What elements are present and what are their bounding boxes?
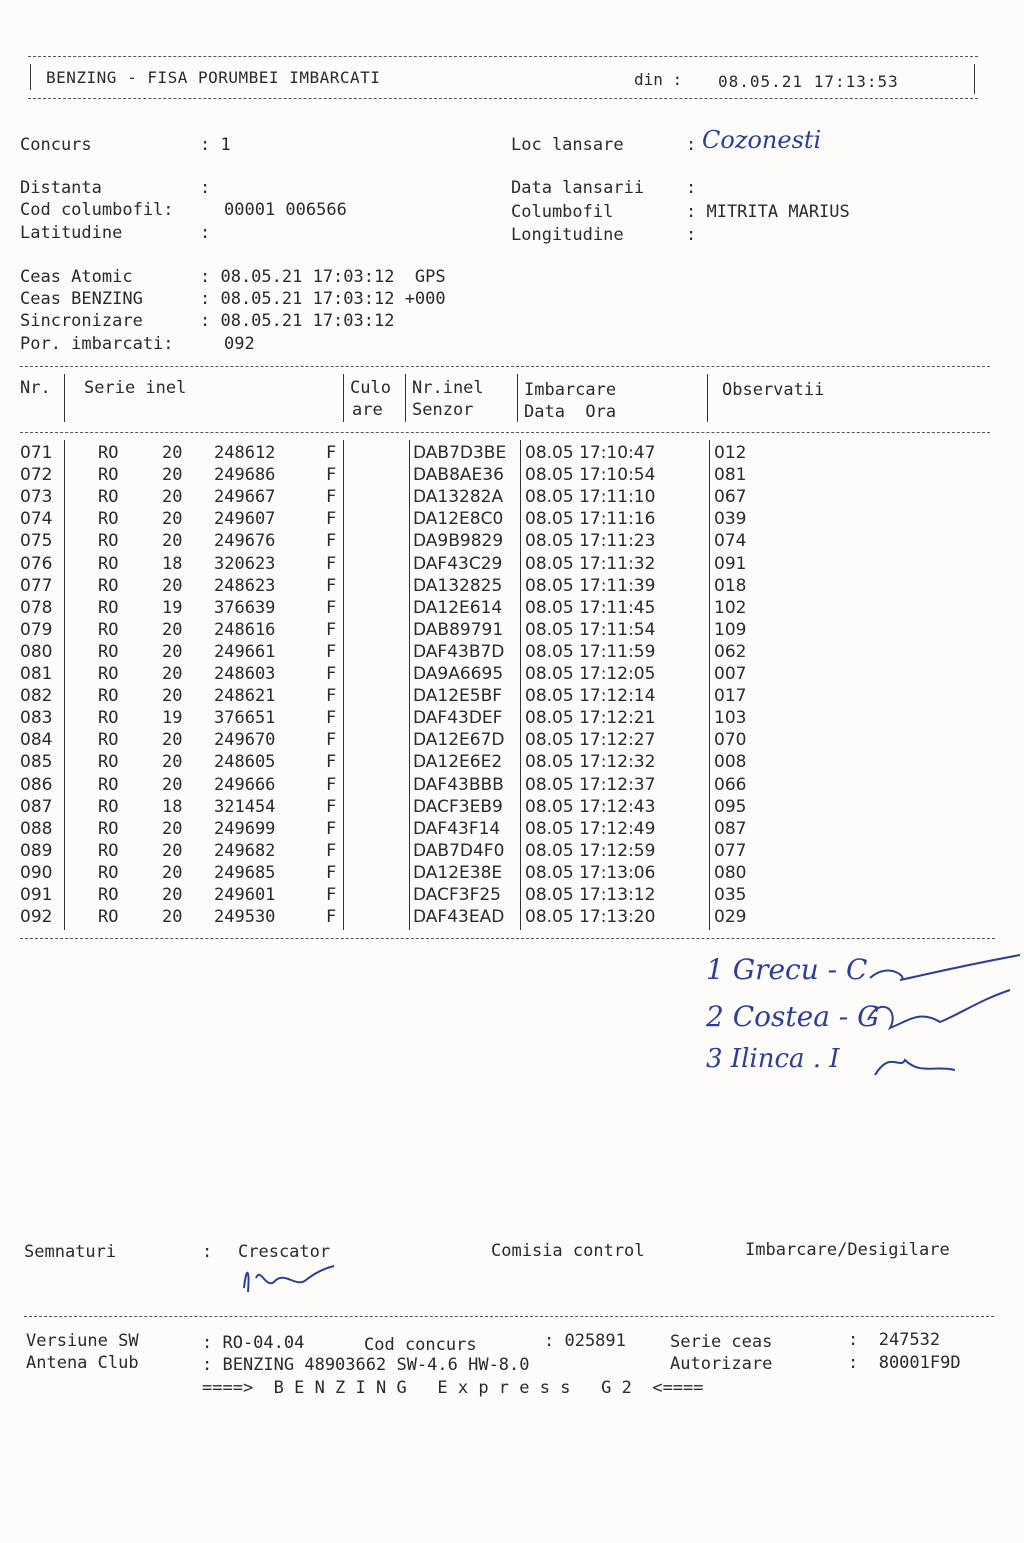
cell-year: 18 [162,796,183,817]
cell-senzor: DA12E67D [413,730,505,751]
table-row [0,907,1024,929]
cell-year: 20 [162,465,183,486]
serie-ceas-label: Serie ceas [670,1332,773,1352]
table-row [0,620,1024,642]
cell-nr: 074 [20,509,53,530]
cell-sex: F [326,619,337,640]
cell-senzor: DAF43F14 [413,818,501,839]
table-row [0,509,1024,531]
header-top-rule [28,56,978,57]
versiune-label: Versiune SW [26,1331,139,1351]
por-label: Por. imbarcati: [20,334,174,354]
cell-senzor: DA12E6E2 [413,752,503,773]
cell-country: RO [98,619,119,640]
cell-senzor: DAF43B7D [413,641,505,662]
cell-nr: 078 [20,597,53,618]
cell-senzor: DAF43BBB [413,774,504,795]
cell-year: 20 [162,752,183,773]
cell-observatii: 074 [714,531,747,552]
cell-observatii: 017 [714,686,747,707]
cell-number: 249670 [214,730,276,751]
cell-country: RO [98,465,119,486]
loc-value-handwritten: Cozonesti [702,126,822,154]
cell-year: 20 [162,730,183,751]
cell-data-ora: 08.05 17:12:14 [525,686,656,707]
cell-observatii: 012 [714,443,747,463]
cell-senzor: DA132825 [413,575,503,596]
cell-data-ora: 08.05 17:12:43 [525,796,656,817]
cell-number: 376639 [214,597,276,618]
cell-year: 20 [162,531,183,552]
cell-country: RO [98,686,119,707]
concurs-value: : 1 [200,135,231,155]
por-value: 092 [224,334,255,354]
serie-ceas-value: : 247532 [848,1330,941,1350]
cell-year: 20 [162,907,183,928]
cell-observatii: 067 [714,487,747,508]
table-row [0,554,1024,576]
cell-nr: 087 [20,796,53,817]
loc-colon: : [686,135,697,155]
cell-nr: 086 [20,774,53,795]
crescator-signature [236,1258,336,1298]
distanta-label: Distanta [20,178,102,198]
cell-observatii: 062 [714,641,747,662]
cell-year: 20 [162,443,183,463]
ceas-benzing-value: : 08.05.21 17:03:12 +000 [200,289,446,309]
table-row [0,576,1024,598]
cell-number: 248612 [214,443,276,463]
cell-observatii: 091 [714,553,747,574]
cell-observatii: 035 [714,885,747,905]
cell-data-ora: 08.05 17:11:59 [525,641,656,662]
cell-country: RO [98,509,119,530]
longitudine-value: : [686,225,697,245]
cell-sex: F [326,730,337,751]
table-row [0,531,1024,553]
cell-country: RO [98,443,119,463]
antena-value: : BENZING 48903662 SW-4.6 HW-8.0 [202,1355,530,1375]
cell-nr: 073 [20,487,53,508]
cod-concurs-value: : 025891 [544,1331,626,1351]
col-header-observatii: Observatii [722,380,825,400]
cell-data-ora: 08.05 17:10:54 [525,465,656,486]
cell-year: 19 [162,708,183,729]
table-row [0,443,1024,465]
cell-country: RO [98,553,119,574]
table-row [0,708,1024,730]
cell-senzor: DA12E38E [413,862,503,883]
data-lansarii-label: Data lansarii [511,178,645,198]
autorizare-value: : 80001F9D [848,1353,961,1373]
ceas-atomic-value: : 08.05.21 17:03:12 GPS [200,267,446,287]
handwritten-line-3: 3 Ilinca . I [706,1044,840,1074]
cell-senzor: DACF3F25 [413,885,501,905]
cell-data-ora: 08.05 17:11:39 [525,575,656,596]
cell-number: 248603 [214,664,276,684]
col-sep-senzor [517,374,518,422]
cell-senzor: DA13282A [413,487,504,508]
cell-senzor: DA12E5BF [413,686,503,707]
cell-country: RO [98,818,119,839]
cell-senzor: DACF3EB9 [413,796,503,817]
cell-data-ora: 08.05 17:13:06 [525,862,656,883]
cod-concurs-label: Cod concurs [364,1335,477,1355]
cell-country: RO [98,840,119,861]
benzing-banner: ====> B E N Z I N G E x p r e s s G 2 <==== [202,1378,704,1398]
cell-nr: 081 [20,664,53,684]
cell-nr: 090 [20,862,53,883]
cell-sex: F [326,443,337,463]
cell-country: RO [98,575,119,596]
date-value: 08.05.21 17:13:53 [718,72,899,91]
cell-observatii: 029 [714,907,747,928]
columbofil-value: : MITRITA MARIUS [686,202,850,222]
latitudine-label: Latitudine [20,223,123,243]
table-row [0,797,1024,819]
cell-nr: 076 [20,553,53,574]
table-row [0,487,1024,509]
latitudine-value: : [200,223,211,243]
table-row [0,841,1024,863]
cell-year: 20 [162,818,183,839]
cell-nr: 089 [20,840,53,861]
col-header-nr-inel: Nr.inel [412,378,484,398]
antena-label: Antena Club [26,1353,139,1373]
col-sep-nr [64,374,65,422]
col-header-serie: Serie inel [84,378,187,398]
cell-observatii: 066 [714,774,747,795]
cell-nr: 092 [20,907,53,928]
cell-senzor: DAB7D4F0 [413,840,505,861]
cell-number: 249682 [214,840,276,861]
cell-number: 249607 [214,509,276,530]
cell-nr: 080 [20,641,53,662]
cell-year: 20 [162,862,183,883]
cell-sex: F [326,641,337,662]
cell-country: RO [98,487,119,508]
cell-country: RO [98,796,119,817]
cell-data-ora: 08.05 17:11:23 [525,531,656,552]
table-row [0,885,1024,907]
cell-country: RO [98,774,119,795]
loc-label: Loc lansare [511,135,624,155]
cell-data-ora: 08.05 17:12:32 [525,752,656,773]
cell-country: RO [98,907,119,928]
cell-year: 20 [162,575,183,596]
cell-number: 249666 [214,774,276,795]
crescator-label: Crescator [238,1242,331,1262]
handwritten-line-1: 1 Grecu - C [706,953,868,986]
cell-country: RO [98,708,119,729]
date-label: din : [634,70,683,89]
cell-observatii: 081 [714,465,747,486]
cell-country: RO [98,885,119,905]
cell-number: 249667 [214,487,276,508]
cell-number: 249530 [214,907,276,928]
table-row [0,664,1024,686]
cell-data-ora: 08.05 17:11:54 [525,619,656,640]
cell-observatii: 070 [714,730,747,751]
imbarcare-desigilare-label: Imbarcare/Desigilare [745,1240,950,1260]
cell-year: 20 [162,840,183,861]
cell-sex: F [326,774,337,795]
table-row [0,598,1024,620]
cell-year: 18 [162,553,183,574]
cell-sex: F [326,465,337,486]
cell-nr: 075 [20,531,53,552]
col-header-senzor: Senzor [412,400,474,420]
cell-senzor: DAF43EAD [413,907,505,928]
table-row [0,863,1024,885]
col-header-imbarcare: Imbarcare [524,380,617,400]
cell-sex: F [326,752,337,773]
cell-country: RO [98,862,119,883]
cell-year: 20 [162,774,183,795]
cell-data-ora: 08.05 17:11:32 [525,553,656,574]
cell-year: 20 [162,509,183,530]
data-lansarii-value: : [686,178,697,198]
cell-data-ora: 08.05 17:11:16 [525,509,656,530]
col-sep-serie [343,374,344,422]
table-row [0,775,1024,797]
cell-observatii: 087 [714,818,747,839]
cell-number: 320623 [214,553,276,574]
cell-senzor: DAF43C29 [413,553,503,574]
table-top-rule [20,366,990,367]
cell-nr: 072 [20,465,53,486]
ceas-atomic-label: Ceas Atomic [20,267,133,287]
table-row [0,686,1024,708]
cell-sex: F [326,862,337,883]
footer-rule [24,1316,994,1317]
cell-nr: 071 [20,443,53,463]
table-row [0,642,1024,664]
cell-nr: 083 [20,708,53,729]
col-header-culoare-1: Culo [350,378,391,398]
header-right-border [974,64,975,94]
cell-number: 248623 [214,575,276,596]
autorizare-label: Autorizare [670,1354,773,1374]
cell-data-ora: 08.05 17:13:12 [525,885,656,905]
cell-country: RO [98,641,119,662]
cell-data-ora: 08.05 17:12:05 [525,664,656,684]
cell-observatii: 018 [714,575,747,596]
cell-sex: F [326,487,337,508]
cell-number: 249685 [214,862,276,883]
table-row [0,730,1024,752]
semnaturi-label: Semnaturi [24,1242,117,1262]
cell-senzor: DA9A6695 [413,664,504,684]
cell-observatii: 103 [714,708,747,729]
table-bottom-rule [20,938,995,939]
cell-year: 19 [162,597,183,618]
col-sep-imbarcare [707,374,708,422]
cell-data-ora: 08.05 17:12:37 [525,774,656,795]
cell-country: RO [98,664,119,684]
cell-year: 20 [162,619,183,640]
cell-data-ora: 08.05 17:12:59 [525,840,656,861]
cell-number: 248605 [214,752,276,773]
ceas-benzing-label: Ceas BENZING [20,289,143,309]
concurs-label: Concurs [20,135,92,155]
cell-sex: F [326,796,337,817]
cell-data-ora: 08.05 17:12:27 [525,730,656,751]
cell-number: 248616 [214,619,276,640]
cell-senzor: DA12E614 [413,597,503,618]
semnaturi-colon: : [202,1242,213,1262]
cell-observatii: 039 [714,509,747,530]
cell-data-ora: 08.05 17:12:49 [525,818,656,839]
sincronizare-value: : 08.05.21 17:03:12 [200,311,395,331]
columbofil-label: Columbofil [511,202,614,222]
cell-year: 20 [162,885,183,905]
cell-observatii: 008 [714,752,747,773]
handwritten-signatures [860,950,1024,1090]
cell-number: 248621 [214,686,276,707]
cell-number: 321454 [214,796,276,817]
cell-nr: 077 [20,575,53,596]
header-bottom-rule [28,98,978,99]
cell-sex: F [326,531,337,552]
cell-nr: 082 [20,686,53,707]
cell-number: 249676 [214,531,276,552]
cell-sex: F [326,818,337,839]
cell-number: 249699 [214,818,276,839]
handwritten-line-2: 2 Costea - G [706,1000,880,1033]
cell-sex: F [326,885,337,905]
cell-nr: 085 [20,752,53,773]
cell-observatii: 007 [714,664,747,684]
header-left-border [30,64,31,90]
col-sep-culoare [405,374,406,422]
col-header-data-ora: Data Ora [524,402,617,422]
cell-number: 249686 [214,465,276,486]
cell-country: RO [98,752,119,773]
cell-sex: F [326,686,337,707]
cell-year: 20 [162,487,183,508]
table-row [0,752,1024,774]
cell-data-ora: 08.05 17:13:20 [525,907,656,928]
cell-data-ora: 08.05 17:11:10 [525,487,656,508]
cell-sex: F [326,708,337,729]
cell-country: RO [98,730,119,751]
cell-year: 20 [162,664,183,684]
cell-number: 249601 [214,885,276,905]
cell-sex: F [326,575,337,596]
cell-data-ora: 08.05 17:12:21 [525,708,656,729]
cell-nr: 079 [20,619,53,640]
cell-sex: F [326,509,337,530]
cell-senzor: DAB89791 [413,619,504,640]
cell-observatii: 095 [714,796,747,817]
cod-value: 00001 006566 [224,200,347,220]
cell-observatii: 109 [714,619,747,640]
col-header-culoare-2: are [352,400,383,420]
cell-nr: 091 [20,885,53,905]
cell-senzor: DA12E8C0 [413,509,504,530]
comisia-label: Comisia control [491,1241,645,1261]
cell-nr: 084 [20,730,53,751]
document-title: BENZING - FISA PORUMBEI IMBARCATI [46,68,381,87]
versiune-value: : RO-04.04 [202,1333,305,1353]
cell-country: RO [98,531,119,552]
cell-year: 20 [162,641,183,662]
cell-senzor: DA9B9829 [413,531,504,552]
distanta-value: : [200,178,211,198]
longitudine-label: Longitudine [511,225,624,245]
cell-sex: F [326,553,337,574]
cod-label: Cod columbofil: [20,200,174,220]
cell-number: 376651 [214,708,276,729]
cell-number: 249661 [214,641,276,662]
cell-senzor: DAF43DEF [413,708,503,729]
sincronizare-label: Sincronizare [20,311,143,331]
cell-data-ora: 08.05 17:10:47 [525,443,656,463]
table-header-rule [20,432,990,433]
cell-year: 20 [162,686,183,707]
cell-nr: 088 [20,818,53,839]
table-row [0,465,1024,487]
cell-observatii: 080 [714,862,747,883]
cell-senzor: DAB8AE36 [413,465,504,486]
table-row [0,819,1024,841]
cell-data-ora: 08.05 17:11:45 [525,597,656,618]
cell-observatii: 077 [714,840,747,861]
cell-country: RO [98,597,119,618]
cell-sex: F [326,840,337,861]
cell-observatii: 102 [714,597,747,618]
cell-sex: F [326,597,337,618]
col-header-nr: Nr. [20,378,51,398]
cell-senzor: DAB7D3BE [413,443,507,463]
cell-sex: F [326,664,337,684]
cell-sex: F [326,907,337,928]
